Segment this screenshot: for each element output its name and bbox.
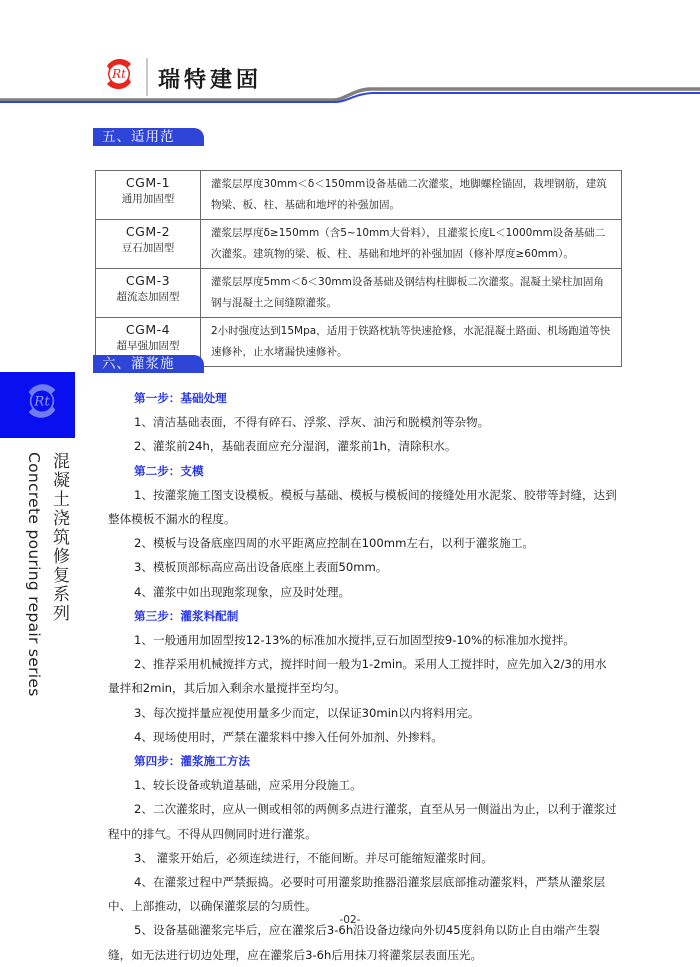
- section-heading-scope: 五、适用范围: [93, 128, 204, 146]
- model-description: 灌浆层厚度5mm＜δ＜30mm设备基础及钢结构柱脚板二次灌浆。混凝土梁柱加固角钢与混凝土之间缝隙灌浆。: [201, 269, 622, 318]
- step-item: 2、推荐采用机械搅拌方式，搅拌时间一般为1-2min。采用人工搅拌时，应先加入2/3的用水量拌和2min，其后加入剩余水量搅拌至均匀。: [108, 657, 607, 696]
- step-item: 4、现场使用时，严禁在灌浆料中掺入任何外加剂、外掺料。: [134, 729, 443, 744]
- table-row: [96, 269, 622, 318]
- table-row: [96, 220, 622, 269]
- model-description: 灌浆层厚度30mm＜δ＜150mm设备基础二次灌浆，地脚螺栓锚固，栽埋钢筋，建筑物梁、板、柱、基础和地坪的补强加固。: [201, 171, 622, 220]
- step-item: 2、灌浆前24h，基础表面应充分湿润，灌浆前1h，清除积水。: [134, 439, 457, 454]
- step-title: 第三步：灌浆料配制: [134, 608, 239, 623]
- step-item: 4、灌浆中如出现跑浆现象，应及时处理。: [134, 584, 351, 599]
- model-name: 豆石加固型: [121, 242, 175, 254]
- step-item: 5、设备基础灌浆完毕后，应在灌浆后3-6h沿设备边缘向外切45度斜角以防止自由端产生裂缝，如无法进行切边处理，应在灌浆后3-6h后用抹刀将灌浆层表面压光。: [108, 923, 600, 962]
- step-item: 3、模板顶部标高应高出设备底座上表面50mm。: [134, 560, 388, 575]
- model-description: 灌浆层厚度δ≥150mm（含5~10mm大骨料），且灌浆长度L＜1000mm设备基础二次灌浆。建筑物的梁、板、柱、基础和地坪的补强加固（修补厚度≥60mm）。: [201, 220, 622, 269]
- step-item: 4、在灌浆过程中严禁振捣。必要时可用灌浆助推器沿灌浆层底部推动灌浆料，严禁从灌浆层中、上部推动，以确保灌浆层的匀质性。: [108, 875, 606, 914]
- sidebar-logo-letters: Rt: [34, 394, 50, 410]
- grouting-steps: [108, 386, 618, 967]
- model-name: 超流态加固型: [116, 291, 180, 303]
- model-description: 2小时强度达到15Mpa，适用于铁路枕轨等快速抢修，水泥混凝土路面、机场跑道等快速修补，止水堵漏快速修补。: [201, 318, 622, 367]
- page-number: -02-: [339, 914, 361, 926]
- product-scope-table: [95, 170, 622, 367]
- step-block: [108, 604, 618, 749]
- step-item: 2、模板与设备底座四周的水平距离应控制在100mm左右，以利于灌浆施工。: [134, 536, 534, 551]
- step-title: 第四步：灌浆施工方法: [134, 754, 250, 769]
- section-heading-grouting: 六、灌浆施工: [93, 355, 204, 373]
- model-name: 超早强加固型: [116, 340, 180, 352]
- table-row: [96, 171, 622, 220]
- step-item: 3、 灌浆开始后，必须连续进行，不能间断。并尽可能缩短灌浆时间。: [134, 850, 493, 865]
- step-item: 1、按灌浆施工图支设模板。模板与基础、模板与模板间的接缝处用水泥浆、胶带等封缝，达到整体模板不漏水的程度。: [108, 487, 617, 527]
- step-item: 1、较长设备或轨道基础，应采用分段施工。: [134, 778, 362, 793]
- model-code: CGM-4: [125, 322, 171, 337]
- logo-letters: Rt: [112, 67, 126, 81]
- step-title: 第一步：基础处理: [134, 391, 227, 405]
- step-item: 1、清洁基础表面，不得有碎石、浮浆、浮灰、油污和脱模剂等杂物。: [134, 415, 490, 430]
- model-name: 通用加固型: [121, 193, 175, 205]
- sidebar-logo-icon: [22, 381, 62, 421]
- model-code: CGM-1: [125, 175, 171, 190]
- step-block: [108, 749, 618, 967]
- series-title-cn: 混凝土浇筑修复系列: [49, 452, 69, 623]
- model-cell: [96, 220, 201, 269]
- series-title-en: Concrete pouring repair series: [25, 452, 43, 697]
- model-cell: [96, 171, 201, 220]
- brand-name: 瑞特建固: [158, 68, 263, 93]
- step-block: [108, 386, 618, 459]
- step-title: 第二步：支模: [134, 463, 204, 478]
- step-item: 3、每次搅拌量应视使用量多少而定，以保证30min以内将料用完。: [134, 705, 480, 720]
- header-rule: [0, 70, 700, 110]
- step-item: 1、一般通用加固型按12-13%的标准加水搅拌,豆石加固型按9-10%的标准加水搅拌。: [134, 633, 575, 648]
- step-block: [108, 459, 618, 604]
- model-code: CGM-2: [125, 224, 171, 239]
- model-cell: [96, 269, 201, 318]
- step-item: 2、二次灌浆时，应从一侧或相邻的两侧多点进行灌浆，直至从另一侧溢出为止，以利于灌浆过程中的排气。不得从四侧同时进行灌浆。: [108, 802, 617, 841]
- model-code: CGM-3: [125, 273, 171, 288]
